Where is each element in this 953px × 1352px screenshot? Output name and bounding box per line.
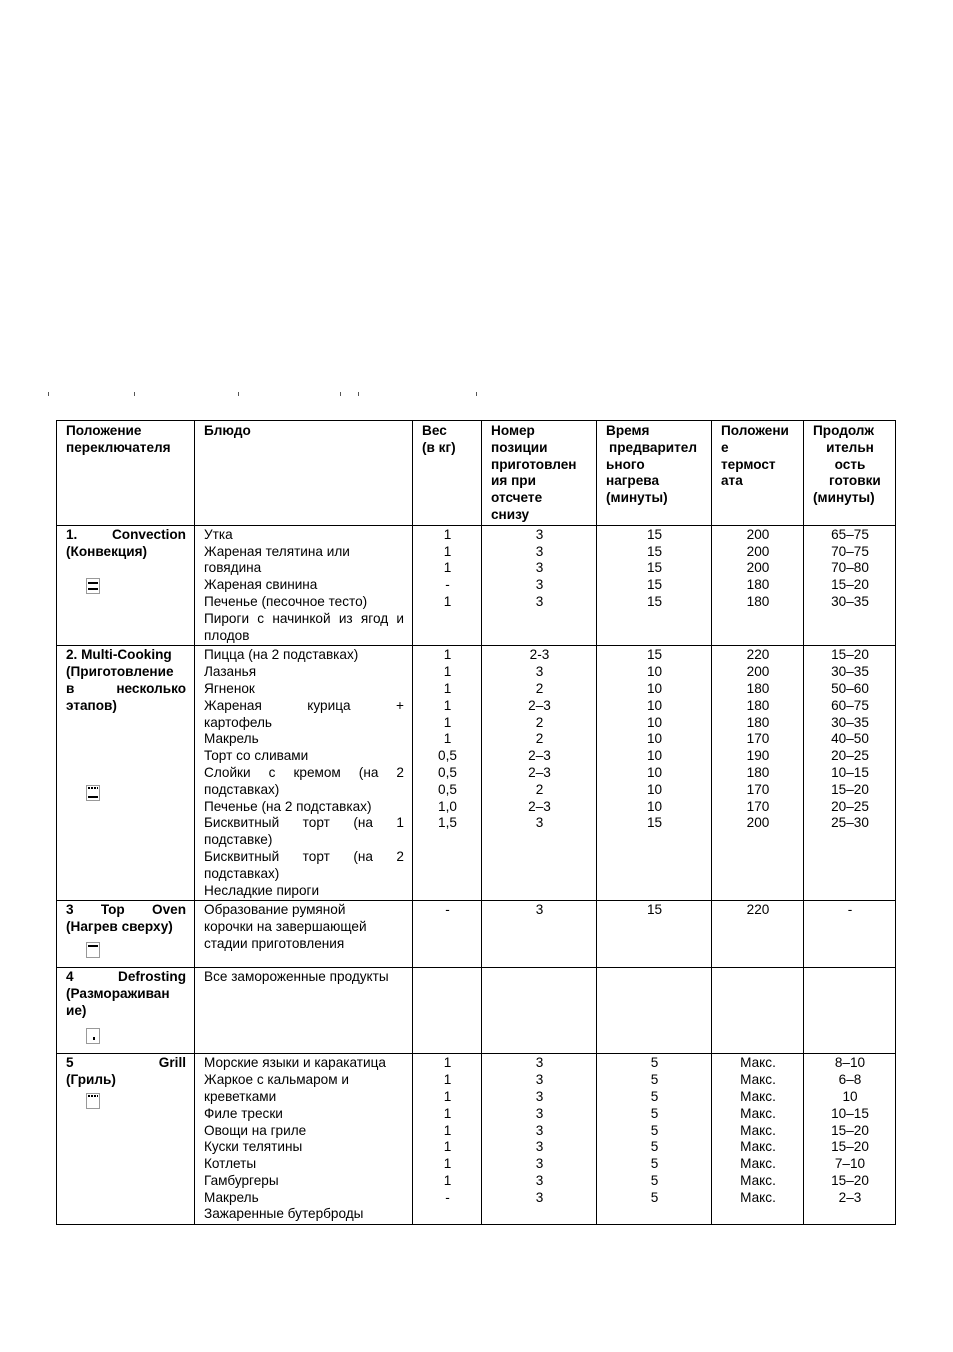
duration-value: 50–60 bbox=[831, 680, 869, 696]
dish-name: Пироги с начинкой из ягод и bbox=[204, 610, 404, 626]
position-value: 3 bbox=[535, 560, 544, 576]
table-row bbox=[57, 1054, 896, 1225]
defrosting-icon bbox=[86, 1028, 100, 1044]
mode-cell bbox=[57, 901, 195, 968]
weight-value: 1 bbox=[443, 647, 452, 663]
preheat-value: 5 bbox=[650, 1189, 659, 1205]
table-header-row bbox=[57, 421, 896, 526]
position-value: 2–3 bbox=[528, 798, 551, 814]
table-row bbox=[57, 968, 896, 1054]
thermostat-value: Макс. bbox=[740, 1105, 776, 1121]
dish-name: Зажаренные бутерброды bbox=[204, 1206, 364, 1222]
position-value: 2 bbox=[535, 731, 544, 747]
weight-value: 1 bbox=[443, 1156, 452, 1172]
thermostat-value: 180 bbox=[746, 764, 770, 780]
mode-label-line: (Приготовление bbox=[66, 664, 174, 680]
preheat-value: 15 bbox=[646, 577, 663, 593]
dish-name: Котлеты bbox=[204, 1156, 257, 1172]
dish-name: Печенье (на 2 подставках) bbox=[204, 798, 372, 814]
thermostat-value: 180 bbox=[746, 697, 770, 713]
dish-name: Лазанья bbox=[204, 664, 257, 680]
header-thermostat: Положени е термост ата bbox=[712, 421, 804, 526]
dish-cell bbox=[195, 968, 413, 1054]
thermostat-value: Макс. bbox=[740, 1072, 776, 1088]
weight-value: 1 bbox=[443, 714, 452, 730]
duration-value: 15–20 bbox=[831, 1139, 869, 1155]
dish-name: Торт со сливами bbox=[204, 748, 309, 764]
dish-name: подставках) bbox=[204, 865, 280, 881]
weight-cell bbox=[413, 525, 482, 646]
dish-name: Бисквитный торт (на 2 bbox=[204, 848, 404, 864]
cooking-table bbox=[56, 420, 896, 1225]
position-value: 2 bbox=[535, 680, 544, 696]
preheat-value: 10 bbox=[646, 748, 663, 764]
table-row bbox=[57, 901, 896, 968]
position-cell bbox=[482, 1054, 597, 1225]
dish-name: Морские языки и каракатица bbox=[204, 1055, 386, 1071]
preheat-value: 10 bbox=[646, 714, 663, 730]
table-row bbox=[57, 525, 896, 646]
dish-name: Печенье (песочное тесто) bbox=[204, 593, 368, 609]
header-mode: Положение переключателя bbox=[57, 421, 195, 526]
preheat-value: 5 bbox=[650, 1122, 659, 1138]
thermostat-value: Макс. bbox=[740, 1172, 776, 1188]
dish-cell bbox=[195, 525, 413, 646]
multi-cooking-icon bbox=[86, 785, 100, 801]
mode-label-line: 4 Defrosting bbox=[66, 969, 186, 985]
preheat-value: 10 bbox=[646, 764, 663, 780]
preheat-cell bbox=[597, 968, 712, 1054]
weight-value: - bbox=[445, 577, 450, 593]
duration-value: 20–25 bbox=[831, 748, 869, 764]
mode-label-line: (Нагрев сверху) bbox=[66, 919, 173, 935]
weight-value: - bbox=[445, 1189, 450, 1205]
mode-label-line: (Гриль) bbox=[66, 1072, 116, 1088]
mode-cell bbox=[57, 1054, 195, 1225]
preheat-value: 10 bbox=[646, 664, 663, 680]
preheat-value: 15 bbox=[646, 815, 663, 831]
thermostat-value: 170 bbox=[746, 781, 770, 797]
position-cell bbox=[482, 646, 597, 901]
thermostat-cell bbox=[712, 901, 804, 968]
weight-value: 1 bbox=[443, 680, 452, 696]
position-value: 3 bbox=[535, 815, 544, 831]
weight-cell bbox=[413, 646, 482, 901]
duration-value: 6–8 bbox=[838, 1072, 862, 1088]
weight-value: 1 bbox=[443, 543, 452, 559]
weight-cell bbox=[413, 968, 482, 1054]
weight-value: 1,5 bbox=[438, 815, 457, 831]
thermostat-value: 180 bbox=[746, 577, 770, 593]
dish-name: Бисквитный торт (на 1 bbox=[204, 815, 404, 831]
table-row bbox=[57, 646, 896, 901]
dish-cell bbox=[195, 646, 413, 901]
duration-value: 70–75 bbox=[831, 543, 869, 559]
preheat-value: 10 bbox=[646, 680, 663, 696]
thermostat-cell bbox=[712, 1054, 804, 1225]
thermostat-cell bbox=[712, 968, 804, 1054]
position-value: 3 bbox=[535, 1189, 544, 1205]
duration-value: 20–25 bbox=[831, 798, 869, 814]
weight-value: 1 bbox=[443, 664, 452, 680]
position-value: 3 bbox=[535, 1156, 544, 1172]
position-cell bbox=[482, 968, 597, 1054]
header-position: Номер позиции приготовлен ия при отсчете снизу bbox=[482, 421, 597, 526]
weight-value: - bbox=[445, 902, 450, 918]
preheat-cell bbox=[597, 646, 712, 901]
dish-name: Жареная телятина или bbox=[204, 543, 350, 559]
thermostat-value: 200 bbox=[746, 543, 770, 559]
position-value: 3 bbox=[535, 1139, 544, 1155]
preheat-cell bbox=[597, 1054, 712, 1225]
weight-cell bbox=[413, 901, 482, 968]
convection-icon bbox=[86, 578, 100, 594]
duration-value: 15–20 bbox=[831, 647, 869, 663]
duration-value: 15–20 bbox=[831, 1122, 869, 1138]
weight-value: 1 bbox=[443, 526, 452, 542]
thermostat-value: 170 bbox=[746, 731, 770, 747]
position-cell bbox=[482, 525, 597, 646]
dish-name: Все замороженные продукты bbox=[204, 969, 389, 985]
preheat-cell bbox=[597, 525, 712, 646]
thermostat-value: Макс. bbox=[740, 1055, 776, 1071]
duration-value: 2–3 bbox=[838, 1189, 862, 1205]
header-weight: Вес (в кг) bbox=[413, 421, 482, 526]
dish-name: Жареная свинина bbox=[204, 577, 318, 593]
weight-value: 1 bbox=[443, 1088, 452, 1104]
preheat-value: 5 bbox=[650, 1172, 659, 1188]
weight-value: 0,5 bbox=[438, 781, 457, 797]
weight-value: 1 bbox=[443, 731, 452, 747]
thermostat-value: 180 bbox=[746, 680, 770, 696]
weight-value: 1 bbox=[443, 1105, 452, 1121]
duration-value: 40–50 bbox=[831, 731, 869, 747]
mode-label-line: (Размораживан bbox=[66, 986, 170, 1002]
thermostat-value: 200 bbox=[746, 560, 770, 576]
duration-value: 15–20 bbox=[831, 1172, 869, 1188]
position-value: 3 bbox=[535, 543, 544, 559]
preheat-value: 15 bbox=[646, 526, 663, 542]
dish-name: Гамбургеры bbox=[204, 1172, 279, 1188]
thermostat-value: 180 bbox=[746, 593, 770, 609]
preheat-value: 15 bbox=[646, 902, 663, 918]
position-value: 3 bbox=[535, 1055, 544, 1071]
dish-name: Несладкие пироги bbox=[204, 882, 320, 898]
mode-cell bbox=[57, 646, 195, 901]
duration-value: 8–10 bbox=[834, 1055, 866, 1071]
duration-value: 65–75 bbox=[831, 526, 869, 542]
duration-value: 7–10 bbox=[834, 1156, 866, 1172]
position-value: 3 bbox=[535, 577, 544, 593]
dish-cell bbox=[195, 901, 413, 968]
preheat-value: 15 bbox=[646, 647, 663, 663]
duration-value: 30–35 bbox=[831, 714, 869, 730]
duration-value: 15–20 bbox=[831, 577, 869, 593]
dish-name: Овощи на гриле bbox=[204, 1122, 307, 1138]
weight-value: 0,5 bbox=[438, 764, 457, 780]
dish-name: Жареная курица + bbox=[204, 697, 404, 713]
thermostat-value: 220 bbox=[746, 902, 770, 918]
duration-value: 15–20 bbox=[831, 781, 869, 797]
top-oven-icon bbox=[86, 942, 100, 958]
thermostat-value: Макс. bbox=[740, 1122, 776, 1138]
position-value: 2-3 bbox=[529, 647, 550, 663]
thermostat-value: 200 bbox=[746, 815, 770, 831]
dish-cell bbox=[195, 1054, 413, 1225]
preheat-cell bbox=[597, 901, 712, 968]
duration-cell bbox=[804, 525, 896, 646]
thermostat-value: 200 bbox=[746, 664, 770, 680]
mode-cell bbox=[57, 525, 195, 646]
duration-cell bbox=[804, 901, 896, 968]
dish-name: креветками bbox=[204, 1088, 277, 1104]
thermostat-value: Макс. bbox=[740, 1189, 776, 1205]
thermostat-value: Макс. bbox=[740, 1088, 776, 1104]
header-dish: Блюдо bbox=[195, 421, 413, 526]
weight-value: 1,0 bbox=[438, 798, 457, 814]
dish-name: Утка bbox=[204, 526, 233, 542]
weight-value: 1 bbox=[443, 697, 452, 713]
preheat-value: 10 bbox=[646, 781, 663, 797]
position-value: 3 bbox=[535, 664, 544, 680]
preheat-value: 5 bbox=[650, 1156, 659, 1172]
position-value: 3 bbox=[535, 593, 544, 609]
thermostat-value: 220 bbox=[746, 647, 770, 663]
mode-cell bbox=[57, 968, 195, 1054]
duration-value: 10–15 bbox=[831, 1105, 869, 1121]
preheat-value: 10 bbox=[646, 798, 663, 814]
thermostat-cell bbox=[712, 525, 804, 646]
weight-value: 1 bbox=[443, 593, 452, 609]
dish-name: корочки на завершающей bbox=[204, 919, 367, 935]
dish-name: стадии приготовления bbox=[204, 935, 345, 951]
weight-value: 1 bbox=[443, 1055, 452, 1071]
duration-value: 30–35 bbox=[831, 593, 869, 609]
weight-cell bbox=[413, 1054, 482, 1225]
preheat-value: 5 bbox=[650, 1105, 659, 1121]
preheat-value: 5 bbox=[650, 1088, 659, 1104]
mode-label-line: 1. Convection bbox=[66, 526, 186, 542]
dish-name: Куски телятины bbox=[204, 1139, 303, 1155]
duration-cell bbox=[804, 968, 896, 1054]
position-cell bbox=[482, 901, 597, 968]
duration-value: - bbox=[847, 902, 853, 918]
duration-cell bbox=[804, 1054, 896, 1225]
dish-name: плодов bbox=[204, 627, 250, 643]
position-value: 3 bbox=[535, 1122, 544, 1138]
weight-value: 1 bbox=[443, 1072, 452, 1088]
weight-value: 1 bbox=[443, 1139, 452, 1155]
position-value: 3 bbox=[535, 1088, 544, 1104]
dish-name: Пицца (на 2 подставках) bbox=[204, 647, 359, 663]
thermostat-value: Макс. bbox=[740, 1139, 776, 1155]
duration-value: 30–35 bbox=[831, 664, 869, 680]
preheat-value: 15 bbox=[646, 543, 663, 559]
mode-label-line: в несколько bbox=[66, 680, 186, 696]
position-value: 3 bbox=[535, 526, 544, 542]
top-artifact-line bbox=[48, 392, 478, 400]
mode-label-line: 3 Top Oven bbox=[66, 902, 186, 918]
weight-value: 1 bbox=[443, 1172, 452, 1188]
weight-value: 1 bbox=[443, 560, 452, 576]
dish-name: Ягненок bbox=[204, 680, 255, 696]
dish-name: говядина bbox=[204, 560, 262, 576]
position-value: 3 bbox=[535, 902, 544, 918]
thermostat-value: 190 bbox=[746, 748, 770, 764]
thermostat-value: Макс. bbox=[740, 1156, 776, 1172]
dish-name: Слойки с кремом (на 2 bbox=[204, 764, 404, 780]
preheat-value: 10 bbox=[646, 731, 663, 747]
mode-label-line: этапов) bbox=[66, 697, 117, 713]
preheat-value: 5 bbox=[650, 1072, 659, 1088]
duration-value: 70–80 bbox=[831, 560, 869, 576]
dish-name: картофель bbox=[204, 714, 273, 730]
thermostat-cell bbox=[712, 646, 804, 901]
header-duration: Продолж ительн ость готовки (минуты) bbox=[804, 421, 896, 526]
preheat-value: 15 bbox=[646, 593, 663, 609]
dish-name: Макрель bbox=[204, 731, 259, 747]
thermostat-value: 170 bbox=[746, 798, 770, 814]
grill-icon bbox=[86, 1093, 100, 1109]
duration-value: 25–30 bbox=[831, 815, 869, 831]
dish-name: Филе трески bbox=[204, 1105, 283, 1121]
position-value: 2–3 bbox=[528, 748, 551, 764]
thermostat-value: 180 bbox=[746, 714, 770, 730]
position-value: 2 bbox=[535, 781, 544, 797]
mode-label-line: 2. Multi-Cooking bbox=[66, 647, 172, 663]
position-value: 2 bbox=[535, 714, 544, 730]
position-value: 3 bbox=[535, 1172, 544, 1188]
preheat-value: 5 bbox=[650, 1055, 659, 1071]
position-value: 2–3 bbox=[528, 697, 551, 713]
duration-value: 10–15 bbox=[831, 764, 869, 780]
position-value: 3 bbox=[535, 1072, 544, 1088]
dish-name: Образование румяной bbox=[204, 902, 346, 918]
duration-value: 10 bbox=[842, 1088, 858, 1104]
weight-value: 0,5 bbox=[438, 748, 457, 764]
thermostat-value: 200 bbox=[746, 526, 770, 542]
dish-name: подставке) bbox=[204, 832, 273, 848]
dish-name: Жаркое с кальмаром и bbox=[204, 1072, 349, 1088]
dish-name: Макрель bbox=[204, 1189, 259, 1205]
preheat-value: 15 bbox=[646, 560, 663, 576]
position-value: 3 bbox=[535, 1105, 544, 1121]
header-preheat: Время предварител ьного нагрева (минуты) bbox=[597, 421, 712, 526]
mode-label-line: 5 Grill bbox=[66, 1055, 186, 1071]
duration-cell bbox=[804, 646, 896, 901]
mode-label-line: ие) bbox=[66, 1002, 87, 1018]
dish-name: подставках) bbox=[204, 781, 280, 797]
mode-label-line: (Конвекция) bbox=[66, 543, 148, 559]
preheat-value: 5 bbox=[650, 1139, 659, 1155]
duration-value: 60–75 bbox=[831, 697, 869, 713]
weight-value: 1 bbox=[443, 1122, 452, 1138]
preheat-value: 10 bbox=[646, 697, 663, 713]
position-value: 2–3 bbox=[528, 764, 551, 780]
